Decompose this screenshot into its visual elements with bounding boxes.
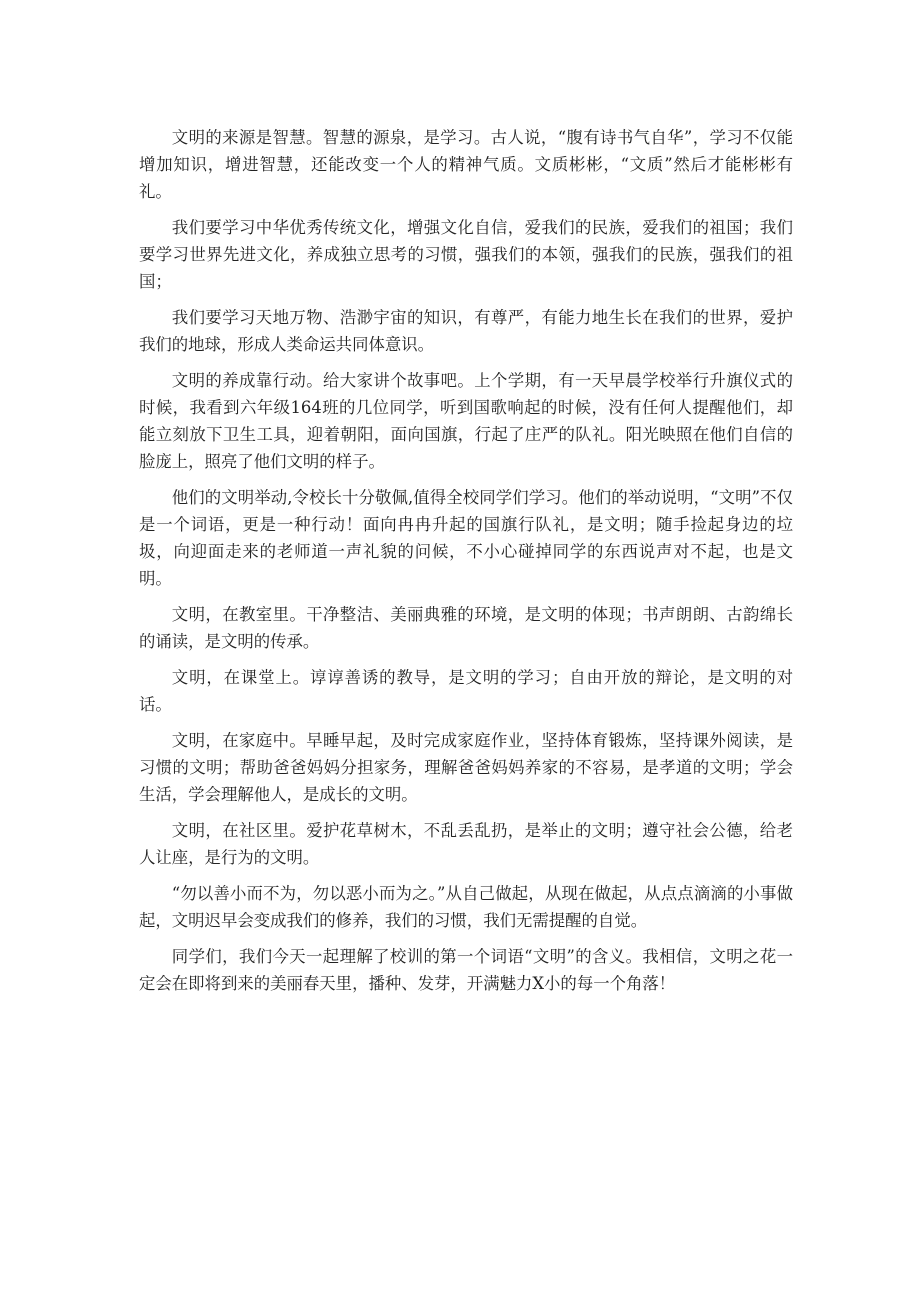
paragraph-6: 文明，在教室里。干净整洁、美丽典雅的环境，是文明的体现；书声朗朗、古韵绵长的诵读，是文明的传承。 xyxy=(139,605,793,651)
paragraph-1: 文明的来源是智慧。智慧的源泉，是学习。古人说，“腹有诗书气自华”，学习不仅能增加知识，增进智慧，还能改变一个人的精神气质。文质彬彬，“文质”然后才能彬彬有礼。 xyxy=(139,128,793,201)
document-body xyxy=(139,124,793,1006)
paragraph-11: 同学们，我们今天一起理解了校训的第一个词语“文明”的含义。我相信，文明之花一定会在即将到来的美丽春天里，播种、发芽，开满魅力X小的每一个角落！ xyxy=(139,947,793,993)
paragraph-7: 文明，在课堂上。谆谆善诱的教导，是文明的学习；自由开放的辩论，是文明的对话。 xyxy=(139,668,793,714)
paragraph-3: 我们要学习天地万物、浩渺宇宙的知识，有尊严，有能力地生长在我们的世界，爱护我们的地球，形成人类命运共同体意识。 xyxy=(139,308,793,354)
paragraph-10: “勿以善小而不为，勿以恶小而为之。”从自己做起，从现在做起，从点点滴滴的小事做起，文明迟早会变成我们的修养，我们的习惯，我们无需提醒的自觉。 xyxy=(139,884,793,930)
paragraph-4: 文明的养成靠行动。给大家讲个故事吧。上个学期，有一天早晨学校举行升旗仪式的时候，我看到六年级164班的几位同学，听到国歌响起的时候，没有任何人提醒他们，却能立刻放下卫生工具，迎着朝阳，面向国旗，行起了庄严的队礼。阳光映照在他们自信的脸庞上，照亮了他们文明的样子。 xyxy=(139,371,793,471)
paragraph-8: 文明，在家庭中。早睡早起，及时完成家庭作业，坚持体育锻炼，坚持课外阅读，是习惯的文明；帮助爸爸妈妈分担家务，理解爸爸妈妈养家的不容易，是孝道的文明；学会生活，学会理解他人，是成长的文明。 xyxy=(139,731,793,804)
paragraph-5: 他们的文明举动,令校长十分敬佩,值得全校同学们学习。他们的举动说明，“文明”不仅是一个词语，更是一种行动！面向冉冉升起的国旗行队礼，是文明；随手捡起身边的垃圾，向迎面走来的老师道一声礼貌的问候，不小心碰掉同学的东西说声对不起，也是文明。 xyxy=(139,488,793,588)
paragraph-2: 我们要学习中华优秀传统文化，增强文化自信，爱我们的民族，爱我们的祖国；我们要学习世界先进文化，养成独立思考的习惯，强我们的本领，强我们的民族，强我们的祖国； xyxy=(139,218,793,291)
paragraph-9: 文明，在社区里。爱护花草树木，不乱丢乱扔，是举止的文明；遵守社会公德，给老人让座，是行为的文明。 xyxy=(139,821,793,867)
